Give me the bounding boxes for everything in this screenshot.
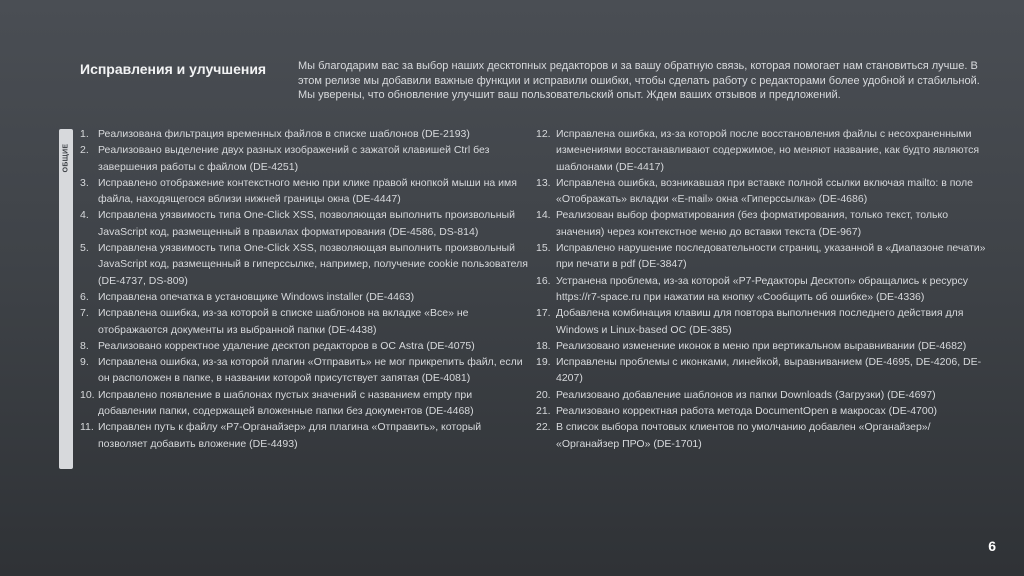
list-item [536,305,991,338]
item-number: 18. [536,339,551,352]
item-number: 13. [536,176,551,189]
item-text: Исправлена опечатка в установщике Windows installer (DE-4463) [98,290,415,303]
item-text: Исправлена ошибка, возникавшая при вставке полной ссылки включая mailto: в поле «Отображать» вкладки «E-mail» окна «Гиперссылка» (DE-4686) [556,176,973,206]
page-title: Исправления и улучшения [80,61,267,77]
item-text: Реализовано добавление шаблонов из папки Downloads (Загрузки) (DE-4697) [556,388,936,401]
item-number: 7. [80,307,89,320]
item-number: 12. [536,128,551,140]
item-number: 21. [536,405,551,418]
list-item [80,354,532,387]
page-number: 6 [988,538,996,554]
list-item [80,387,532,420]
item-text: Реализовано корректная работа метода DocumentOpen в макросах (DE-4700) [556,405,938,418]
item-number: 2. [80,144,89,157]
list-item [80,305,532,338]
item-text: Исправлена уязвимость типа One-Click XSS, позволяющая выполнить произвольный JavaScript код, размещенный в гиперссылке, например, получение cookie пользователя (DE-4737, DS-809) [98,242,528,287]
fix-list-left [80,126,532,452]
item-text: Исправлено появление в шаблонах пустых значений с названием empty при добавлении папки, содержащей вложенные папки без документов (DE-4468) [98,388,474,418]
list-item [536,240,991,273]
item-number: 5. [80,242,89,255]
list-item [536,403,991,419]
item-text: Реализовано выделение двух разных изображений с зажатой клавишей Ctrl без завершения работы с файлом (DE-4251) [98,144,490,173]
list-item [80,289,532,305]
item-text: Реализован выбор форматирования (без форматирования, только текст, только значения) через контекстное меню до вставки текста (DE-967) [556,209,949,238]
side-category-label: ОБЩИЕ [62,143,70,173]
intro-paragraph: Мы благодарим вас за выбор наших десктопных редакторов и за вашу обратную связь, которая помогает нам становиться лучше. В этом релизе мы добавили важные функции и исправили ошибки, чтобы сделать работу с редакторами более удобной и стабильной. Мы уверены, что обновление улучшит ваш пользовательский опыт. Ждем ваших отзывов и предложений. [298,60,980,101]
item-text: Исправлена уязвимость типа One-Click XSS, позволяющая выполнить произвольный JavaScript код, размещенный в правилах форматирования (DE-4586, DS-814) [98,209,515,238]
list-item [536,354,991,387]
item-text: Устранена проблема, из-за которой «Р7-Редакторы Десктоп» обращались к ресурсу https://r7-space.ru при нажатии на кнопку «Сообщить об ошибке» (DE-4336) [556,274,969,303]
item-number: 17. [536,307,551,320]
item-text: Исправлены проблемы с иконками, линейкой, выравниванием (DE-4695, DE-4206, DE-4207) [556,356,982,385]
item-number: 14. [536,209,551,222]
item-text: Исправлен путь к файлу «Р7-Органайзер» для плагина «Отправить», который позволяет добавить вложение (DE-4493) [98,421,482,450]
item-text: Реализовано изменение иконок в меню при вертикальном выравнивании (DE-4682) [556,339,967,352]
item-number: 11. [80,421,94,434]
side-category-tab [59,129,73,469]
list-item [536,387,991,403]
item-number: 15. [536,242,551,255]
item-text: Добавлена комбинация клавиш для повтора выполнения последнего действия для Windows и Linux-based ОС (DE-385) [556,307,964,336]
item-text: Исправлена ошибка, из-за которой в списке шаблонов на вкладке «Все» не отображаются документы из выбранной папки (DE-4438) [98,307,469,336]
item-text: В список выбора почтовых клиентов по умолчанию добавлен «Органайзер»/ «Органайзер ПРО» (DE-1701) [556,421,931,450]
fix-list-right [536,126,991,452]
list-item [536,419,991,452]
item-number: 19. [536,356,551,369]
list-item [536,207,991,240]
item-text: Исправлено отображение контекстного меню при клике правой кнопкой мыши на имя файла, находящегося вблизи нижней границы окна (DE-4447) [98,176,517,206]
list-item [80,419,532,452]
item-number: 1. [80,128,89,140]
list-item [80,142,532,175]
list-item [536,175,991,208]
list-item [80,338,532,354]
item-number: 22. [536,421,551,434]
list-item [80,207,532,240]
list-item [536,338,991,354]
list-item [536,273,991,306]
list-item [80,126,532,142]
item-number: 8. [80,339,89,352]
list-item [80,240,532,289]
item-number: 6. [80,290,89,303]
item-text: Реализовано корректное удаление десктоп редакторов в ОС Astra (DE-4075) [98,339,475,352]
item-number: 3. [80,176,89,189]
item-text: Реализована фильтрация временных файлов в списке шаблонов (DE-2193) [98,128,470,140]
item-number: 4. [80,209,89,222]
item-number: 10. [80,388,95,401]
item-text: Исправлена ошибка, из-за которой плагин «Отправить» не мог прикрепить файл, если он расположен в папке, в названии которой присутствует запятая (DE-4081) [98,356,523,385]
item-text: Исправлено нарушение последовательности страниц, указанной в «Диапазоне печати» при печати в pdf (DE-3847) [556,242,986,271]
item-text: Исправлена ошибка, из-за которой после восстановления файлы с несохраненными изменениями восстанавливают содержимое, но меняют название, как будто являются шаблонами (DE-4417) [556,128,980,173]
item-number: 20. [536,388,551,401]
list-item [80,175,532,208]
item-number: 16. [536,274,551,287]
item-number: 9. [80,356,89,369]
list-item [536,126,991,175]
